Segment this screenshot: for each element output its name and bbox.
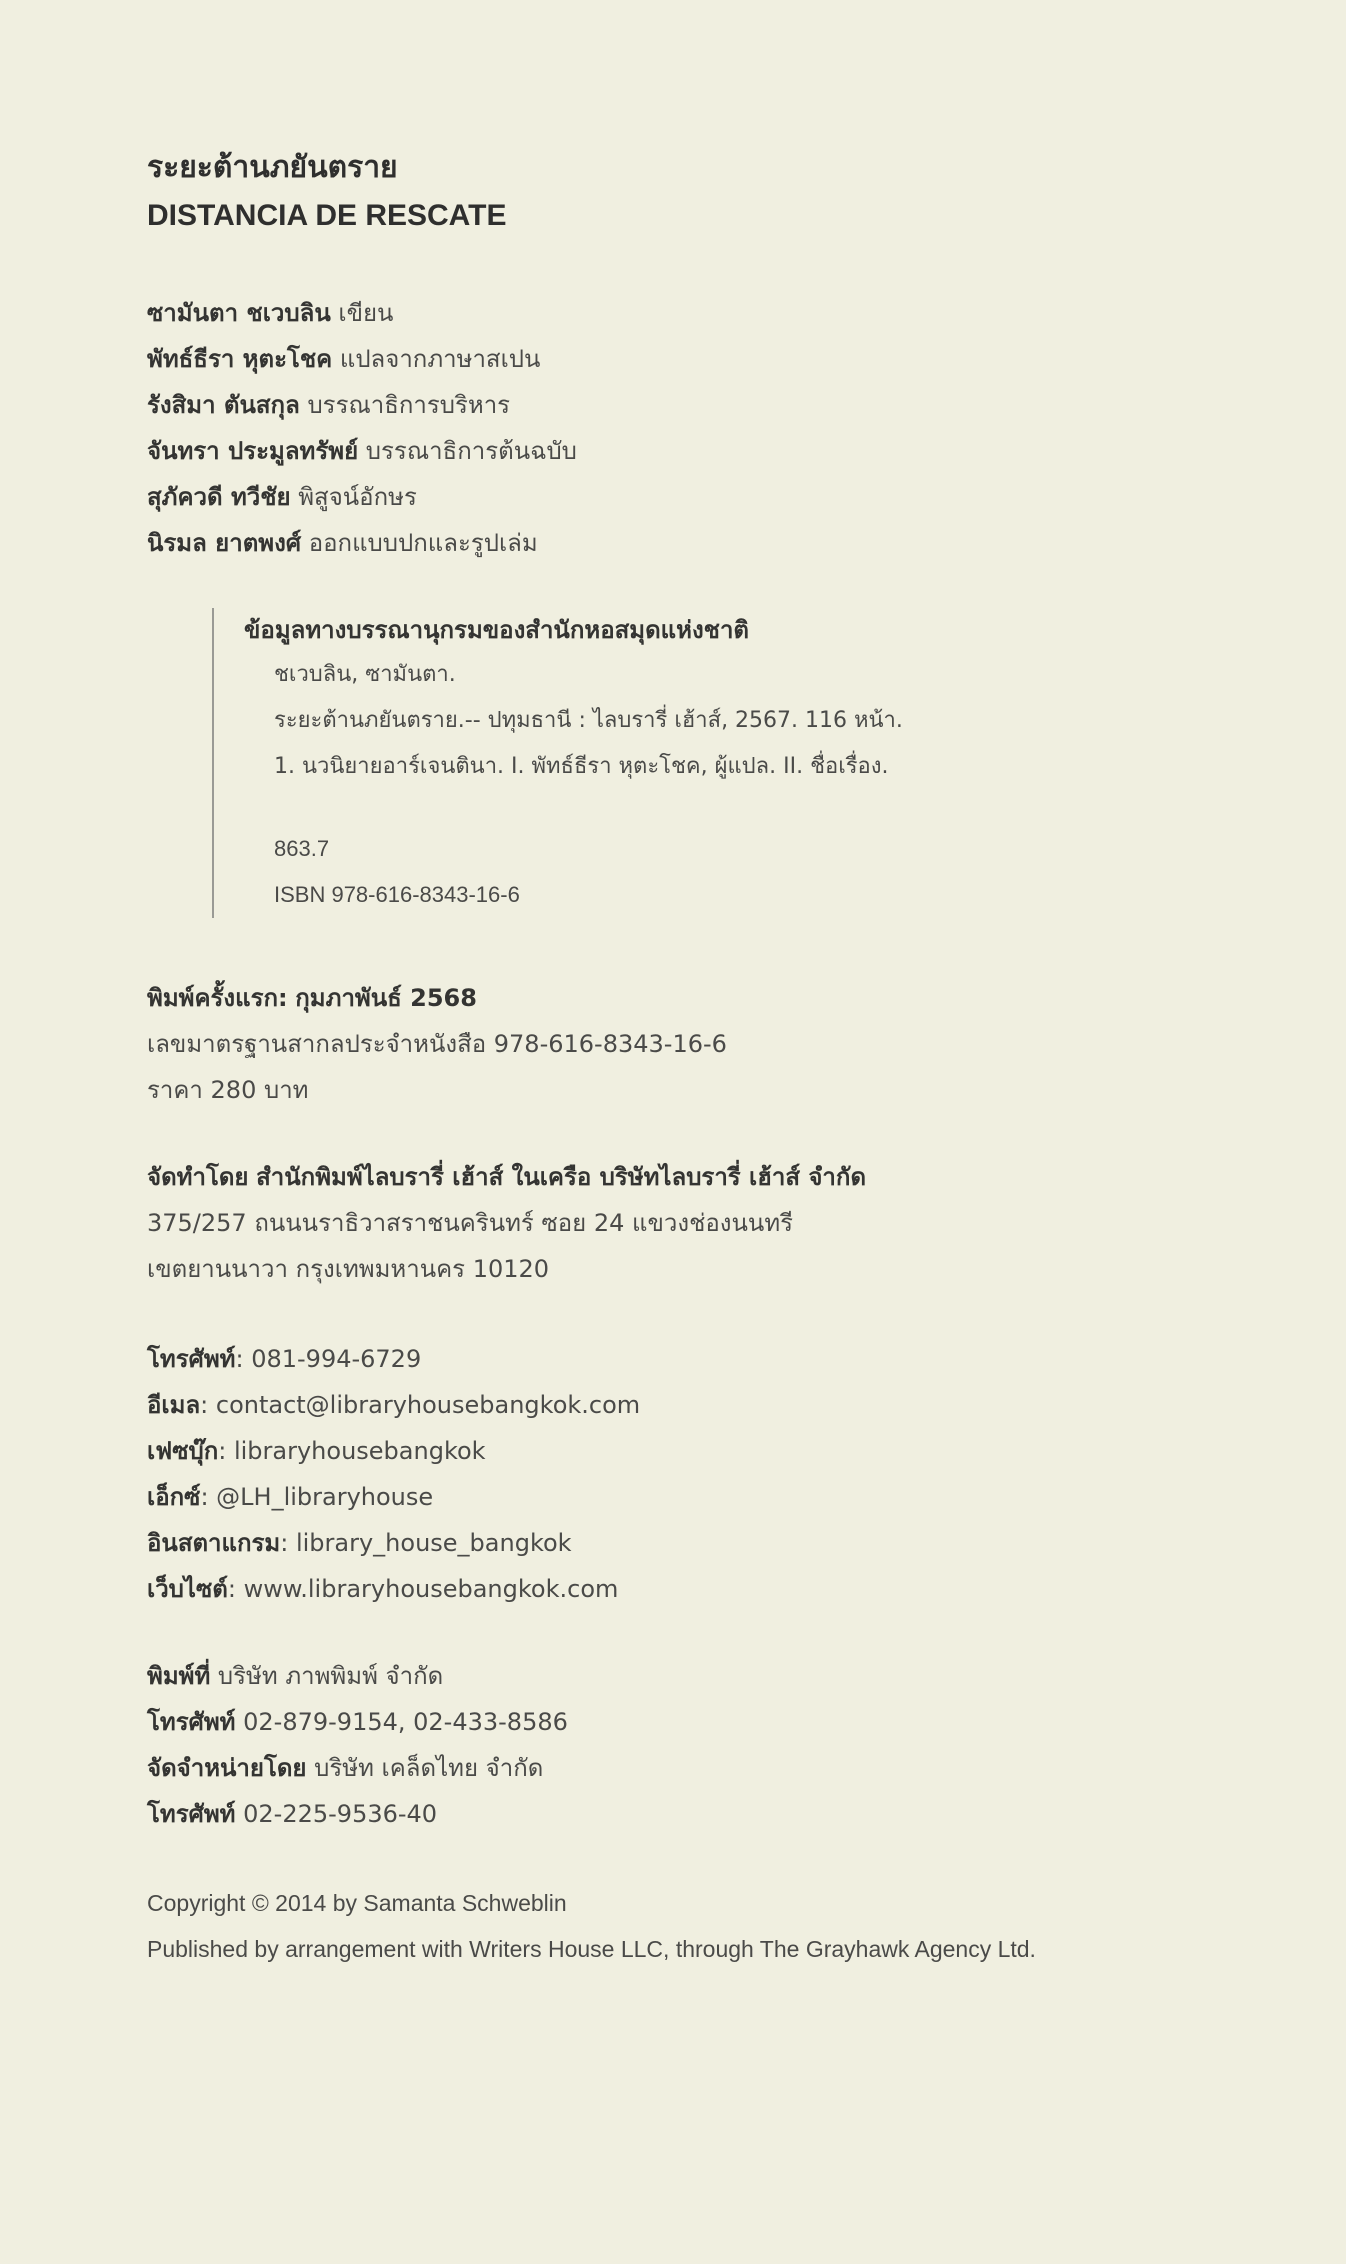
credit-line (147, 520, 577, 566)
printer-label: พิมพ์ที่ (147, 1662, 211, 1690)
contact-label: เฟซบุ๊ก (147, 1437, 219, 1465)
credit-name: สุภัควดี ทวีชัย (147, 483, 291, 511)
credit-name: พัทธ์ธีรา หุตะโชค (147, 345, 333, 373)
contact-instagram (147, 1520, 640, 1566)
credit-line (147, 336, 577, 382)
catalog-spacer (234, 790, 994, 826)
first-print-line (147, 975, 727, 1021)
credit-role: บรรณาธิการบริหาร (307, 391, 511, 419)
catalog-line: ระยะต้านภยันตราย.-- ปทุมธานี : ไลบรารี่ เฮ้าส์, 2567. 116 หน้า. (274, 708, 903, 733)
contact-facebook (147, 1428, 640, 1474)
credit-role: บรรณาธิการต้นฉบับ (365, 437, 577, 465)
credit-line (147, 474, 577, 520)
contact-label: เอ็กซ์ (147, 1483, 201, 1511)
printer-line (147, 1653, 568, 1699)
catalog-heading: ข้อมูลทางบรรณานุกรมของสำนักหอสมุดแห่งชาติ (244, 616, 750, 644)
printer-value: บริษัท ภาพพิมพ์ จำกัด (217, 1662, 444, 1690)
credit-name: นิรมล ยาตพงศ์ (147, 529, 302, 557)
contact-label: โทรศัพท์ (147, 1345, 236, 1373)
catalog-classification: 863.7 (274, 836, 330, 861)
credit-role: แปลจากภาษาสเปน (339, 345, 541, 373)
credit-role: พิสูจน์อักษร (298, 483, 417, 511)
credit-line (147, 382, 577, 428)
catalog-line: 1. นวนิยายอาร์เจนตินา. I. พัทธ์ธีรา หุตะโชค, ผู้แปล. II. ชื่อเรื่อง. (274, 754, 889, 779)
catalog-line: ชเวบลิน, ซามันตา. (274, 662, 456, 687)
printer-value: บริษัท เคล็ดไทย จำกัด (314, 1754, 544, 1782)
contact-label: เว็บไซต์ (147, 1575, 228, 1603)
credit-role: เขียน (338, 299, 394, 327)
price: ราคา 280 บาท (147, 1076, 309, 1104)
printer-phone-line (147, 1699, 568, 1745)
contact-email (147, 1382, 640, 1428)
credit-name: ซามันตา ชเวบลิน (147, 299, 331, 327)
contact-value: : 081-994-6729 (235, 1345, 422, 1373)
publisher-line (147, 1154, 866, 1200)
distributor-phone-line (147, 1791, 568, 1837)
contact-phone (147, 1336, 640, 1382)
contact-value: : contact@libraryhousebangkok.com (200, 1391, 641, 1419)
contact-x (147, 1474, 640, 1520)
contact-value: : @LH_libraryhouse (200, 1483, 434, 1511)
contact-label: อินสตาแกรม (147, 1529, 281, 1557)
credit-line (147, 290, 577, 336)
isbn-line: เลขมาตรฐานสากลประจำหนังสือ 978-616-8343-16-6 (147, 1030, 727, 1058)
publisher-label: จัดทำโดย (147, 1163, 249, 1191)
printing-info (147, 975, 727, 1113)
catalog-isbn: ISBN 978-616-8343-16-6 (274, 882, 520, 907)
contact-label: อีเมล (147, 1391, 201, 1419)
first-print-date: กุมภาพันธ์ 2568 (295, 984, 477, 1012)
credits-list (147, 290, 577, 566)
book-title-thai: ระยะต้านภยันตราย (147, 150, 398, 185)
cataloging-in-publication (212, 608, 994, 918)
publisher-address: เขตยานนาวา กรุงเทพมหานคร 10120 (147, 1255, 550, 1283)
copyright-notice: Copyright © 2014 by Samanta Schweblin (147, 1890, 567, 1916)
printer-label: โทรศัพท์ (147, 1800, 236, 1828)
credit-line (147, 428, 577, 474)
contact-value: : library_house_bangkok (280, 1529, 572, 1557)
contact-website (147, 1566, 640, 1612)
credit-role: ออกแบบปกและรูปเล่ม (308, 529, 538, 557)
publisher-name: สำนักพิมพ์ไลบรารี่ เฮ้าส์ ในเครือ บริษัทไลบรารี่ เฮ้าส์ จำกัด (256, 1163, 867, 1191)
first-print-label: พิมพ์ครั้งแรก: (147, 984, 288, 1012)
printer-label: โทรศัพท์ (147, 1708, 236, 1736)
publisher-info (147, 1154, 866, 1292)
book-title-original: DISTANCIA DE RESCATE (147, 199, 507, 232)
arrangement-notice: Published by arrangement with Writers House LLC, through The Grayhawk Agency Ltd. (147, 1936, 1036, 1962)
printer-value: 02-225-9536-40 (243, 1800, 438, 1828)
contact-value: : www.libraryhousebangkok.com (227, 1575, 619, 1603)
distributor-line (147, 1745, 568, 1791)
credit-name: รังสิมา ตันสกุล (147, 391, 300, 419)
contact-info (147, 1336, 640, 1612)
publisher-address: 375/257 ถนนนราธิวาสราชนครินทร์ ซอย 24 แขวงช่องนนทรี (147, 1209, 794, 1237)
printer-distributor-info (147, 1653, 568, 1837)
legal-notice (147, 1880, 1036, 1972)
printer-label: จัดจำหน่ายโดย (147, 1754, 307, 1782)
credit-name: จันทรา ประมูลทรัพย์ (147, 437, 359, 465)
printer-value: 02-879-9154, 02-433-8586 (243, 1708, 568, 1736)
contact-value: : libraryhousebangkok (218, 1437, 486, 1465)
